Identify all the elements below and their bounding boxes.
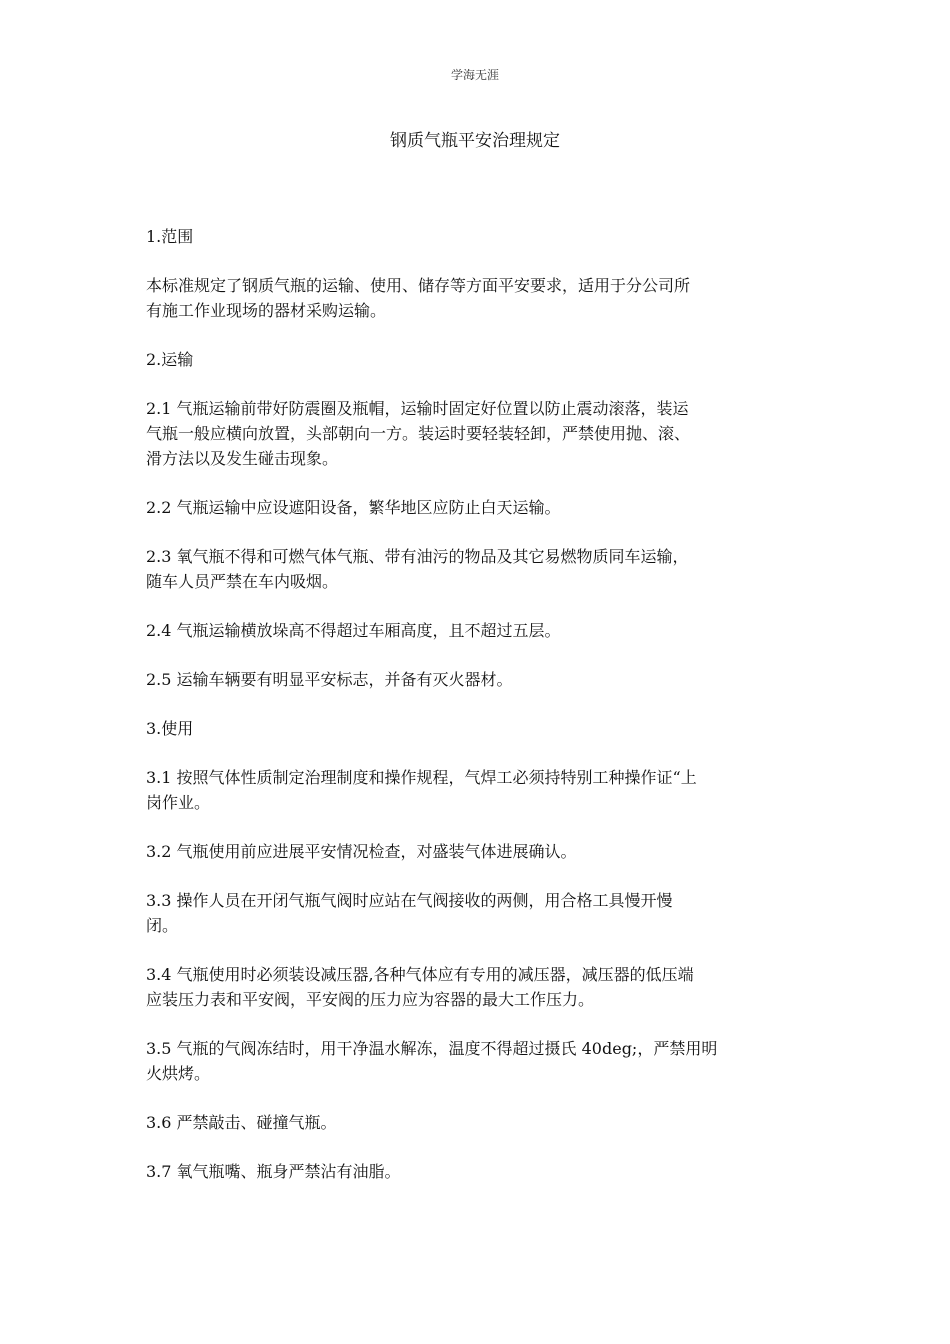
- section-heading: 2.运输: [146, 350, 194, 369]
- paragraph: 3.4 气瓶使用时必须装设减压器,各种气体应有专用的减压器，减压器的低压端 应装压力表和平安阀，平安阀的压力应为容器的最大工作压力。: [146, 965, 694, 1009]
- paragraph: 3.5 气瓶的气阀冻结时，用干净温水解冻，温度不得超过摄氏 40deg;，严禁用明 火烘烤。: [146, 1039, 718, 1083]
- page-header: 学海无涯: [450, 68, 499, 82]
- paragraph: 2.4 气瓶运输横放垛高不得超过车厢高度，且不超过五层。: [146, 621, 561, 640]
- paragraph: 2.3 氧气瓶不得和可燃气体气瓶、带有油污的物品及其它易燃物质同车运输， 随车人员严禁在车内吸烟。: [146, 547, 689, 591]
- paragraph: 3.1 按照气体性质制定治理制度和操作规程，气焊工必须持特别工种操作证“上 岗作业。: [146, 768, 697, 812]
- paragraph: 2.2 气瓶运输中应设遮阳设备，繁华地区应防止白天运输。: [146, 498, 561, 517]
- paragraph: 3.2 气瓶使用前应进展平安情况检查，对盛装气体进展确认。: [146, 842, 577, 861]
- section-heading: 1.范围: [146, 227, 194, 246]
- paragraph: 2.1 气瓶运输前带好防震圈及瓶帽，运输时固定好位置以防止震动滚落，装运 气瓶一般应横向放置，头部朝向一方。装运时要轻装轻卸，严禁使用抛、滚、 滑方法以及发生碰击现象。: [146, 399, 691, 468]
- document-title: 钢质气瓶平安治理规定: [390, 131, 560, 151]
- paragraph: 本标准规定了钢质气瓶的运输、使用、储存等方面平安要求，适用于分公司所 有施工作业现场的器材采购运输。: [146, 276, 691, 320]
- paragraph: 3.7 氧气瓶嘴、瓶身严禁沾有油脂。: [146, 1162, 401, 1181]
- document-body: [146, 224, 811, 1208]
- paragraph: 3.3 操作人员在开闭气瓶气阀时应站在气阀接收的两侧，用合格工具慢开慢 闭。: [146, 891, 673, 935]
- paragraph: 2.5 运输车辆要有明显平安标志，并备有灭火器材。: [146, 670, 513, 689]
- section-heading: 3.使用: [146, 719, 194, 738]
- paragraph: 3.6 严禁敲击、碰撞气瓶。: [146, 1113, 337, 1132]
